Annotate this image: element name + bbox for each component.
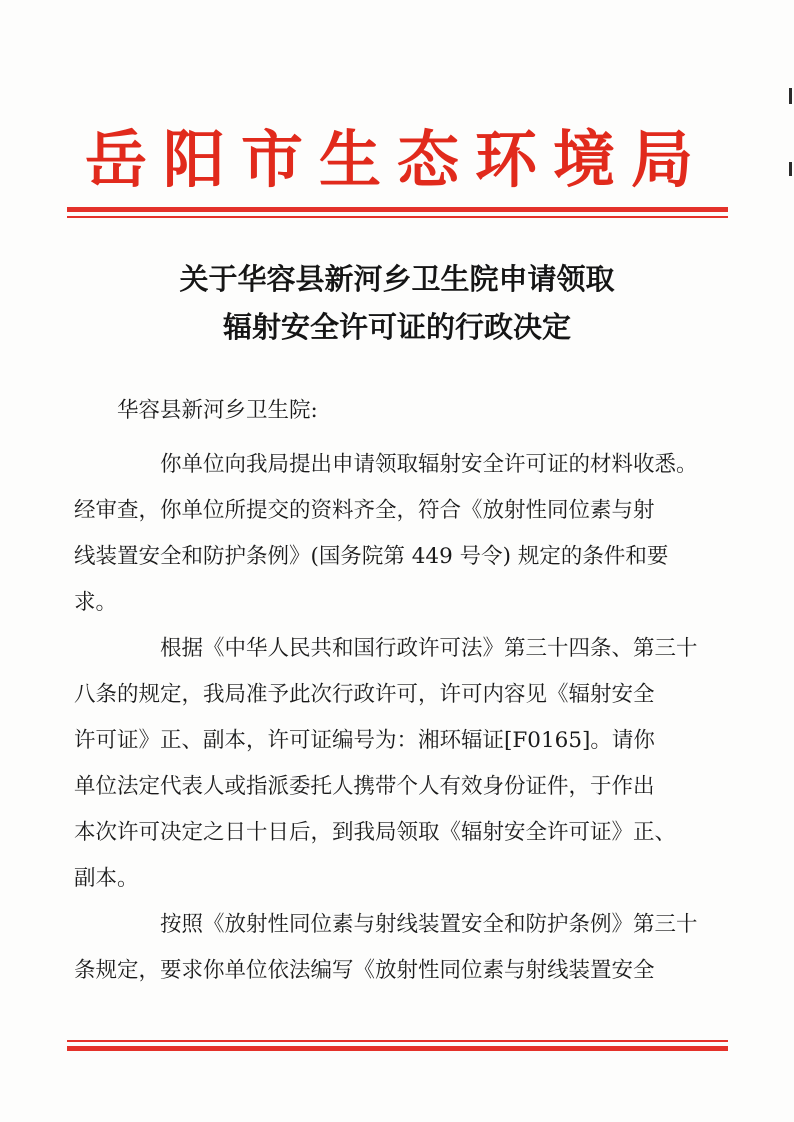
document-title-line-1: 关于华容县新河乡卫生院申请领取: [179, 262, 615, 296]
footer-rule-thin: [67, 1040, 728, 1042]
scan-edge-mark: [789, 88, 792, 104]
paragraph-line: 条规定，要求你单位依法编写《放射性同位素与射线装置安全: [74, 958, 655, 983]
salutation: 华容县新河乡卫生院:: [117, 398, 318, 423]
letterhead-org-name: 岳阳市生态环境局: [84, 123, 709, 196]
body-paragraph-1: [74, 442, 699, 626]
paragraph-line: 副本。: [74, 866, 139, 891]
paragraph-line: 根据《中华人民共和国行政许可法》第三十四条、第三十: [160, 636, 698, 661]
paragraph-line: 线装置安全和防护条例》(国务院第 449 号令) 规定的条件和要: [74, 544, 669, 569]
paragraph-line: 求。: [74, 590, 118, 615]
paragraph-line: 按照《放射性同位素与射线装置安全和防护条例》第三十: [160, 912, 698, 937]
footer-rule-thick: [67, 1046, 728, 1051]
letterhead-rule-thick: [67, 207, 728, 212]
scan-edge-mark: [789, 162, 792, 176]
paragraph-line: 本次许可决定之日十日后，到我局领取《辐射安全许可证》正、: [74, 820, 677, 845]
paragraph-line: 你单位向我局提出申请领取辐射安全许可证的材料收悉。: [160, 452, 698, 477]
body-paragraph-2: [74, 626, 699, 902]
body-paragraph-3: [74, 902, 699, 994]
document-title-line-2: 辐射安全许可证的行政决定: [222, 310, 571, 344]
paragraph-line: 许可证》正、副本，许可证编号为：湘环辐证[F0165]。请你: [74, 728, 655, 753]
letterhead-rule-thin: [67, 216, 728, 218]
paragraph-line: 八条的规定，我局准予此次行政许可，许可内容见《辐射安全: [74, 682, 655, 707]
paragraph-line: 单位法定代表人或指派委托人携带个人有效身份证件，于作出: [74, 774, 655, 799]
paragraph-line: 经审查，你单位所提交的资料齐全，符合《放射性同位素与射: [74, 498, 655, 523]
